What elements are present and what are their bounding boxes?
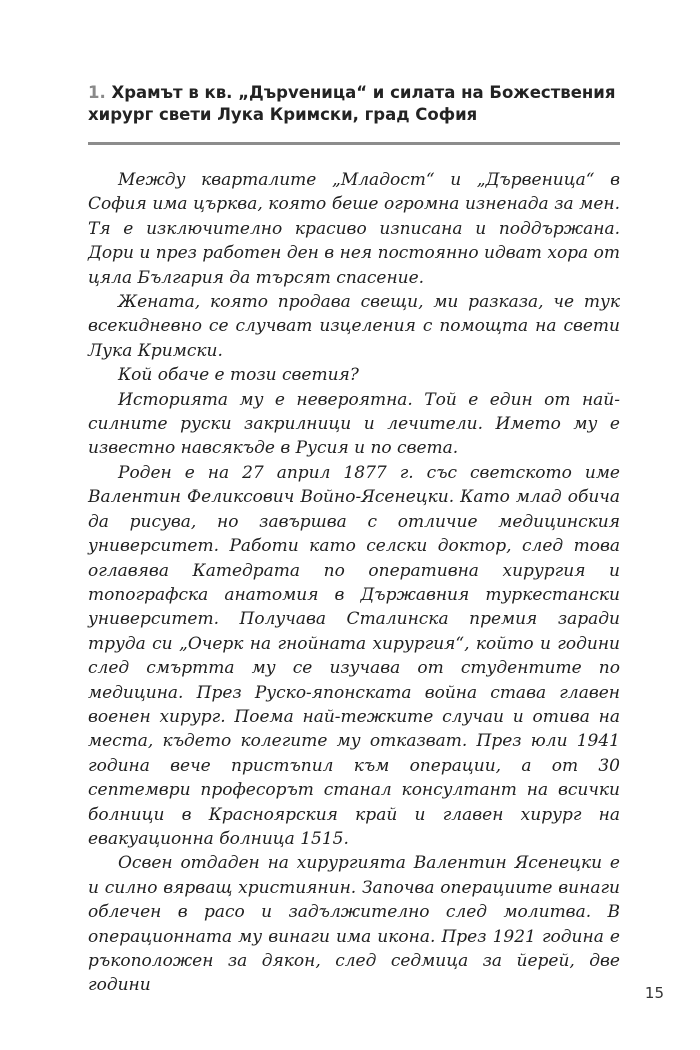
- paragraph: Кой обаче е този светия?: [118, 365, 359, 386]
- chapter-heading: [88, 82, 628, 126]
- paragraph: Жената, която продава свещи, ми разказа, че тук всекидневно се случват изцеления с помощта на свети Лука Кримски.: [88, 292, 620, 361]
- heading-divider: [88, 142, 620, 145]
- paragraph: Освен отдаден на хирургията Валентин Ясенецки е и силно вярващ християнин. Започва операциите винаги облечен в расо и задължително след молитва. В операционната му винаги има икона. През 1921 година е ръкоположен за дякон, след седмица за йерей, две години: [88, 853, 620, 996]
- paragraph: Между кварталите „Младост“ и „Дървеница“ в София има църква, която беше огромна изненада за мен. Тя е изключително красиво изписана и поддържана. Дори и през работен ден в нея постоянно идват хора от цяла България да търсят спасение.: [88, 170, 620, 288]
- chapter-title: Храмът в кв. „Дърveница“ и силата на Божествения хирург свети Лука Кримски, град София: [88, 83, 616, 124]
- paragraph: Роден е на 27 април 1877 г. със светското име Валентин Феликсович Войно-Ясенецки. Като млад обича да рисува, но завършва с отличие медицинския университет. Работи като селски доктор, след това оглавява Катедрата по оперативна хирургия и топографска анатомия в Държавния туркестански университет. Получава Сталинска премия заради труда си „Очерк на гнойната хирургия“, който и години след смъртта му се изучава от студентите по медицина. През Руско-японската война става главен военен хирург. Поема най-тежките случаи и отива на места, където колегите му отказват. През юли 1941 година вече пристъпил към операции, а от 30 септември професорът станал консултант на всички болници в Красноярския край и главен хирург на евакуационна болница 1515.: [88, 462, 620, 849]
- chapter-number: 1.: [88, 83, 106, 102]
- page-number: 15: [644, 984, 664, 1002]
- body-text: [88, 168, 620, 998]
- paragraph: Историята му е невероятна. Той е един от най-силните руски закрилници и лечители. Името му е известно навсякъде в Русия и по света.: [88, 389, 620, 459]
